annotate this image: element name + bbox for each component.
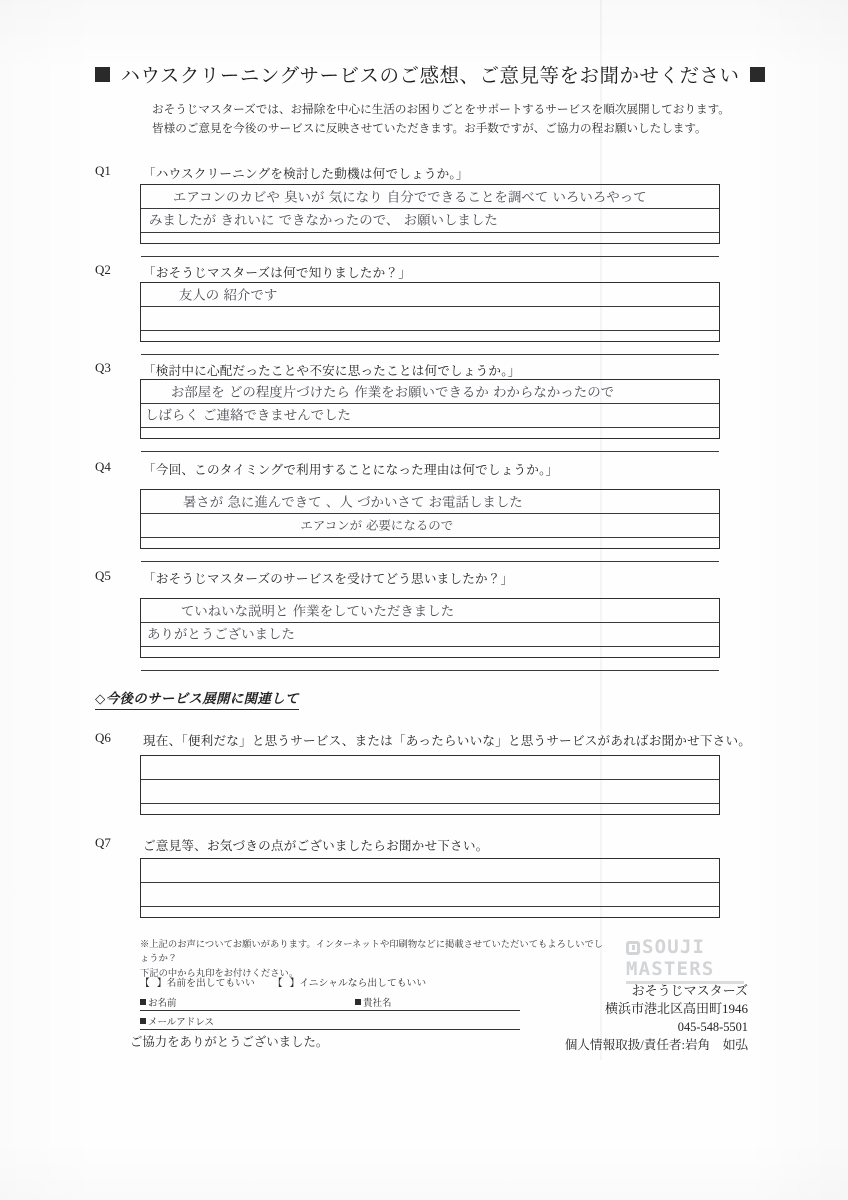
checkbox-bracket-name[interactable]: 【 <box>140 978 157 989</box>
field-row-name-company <box>140 994 520 1011</box>
answer-rule <box>141 428 719 452</box>
answer-rule <box>141 907 719 931</box>
question-label-q2: 「おそうじマスターズは何で知りましたか？」 <box>143 266 412 280</box>
question-q1 <box>95 163 755 182</box>
answer-box-q3[interactable] <box>140 379 720 439</box>
handwriting-line: お部屋を どの程度片づけたら 作業をお願いできるか わからなかったので <box>170 385 615 401</box>
question-label-q3: 「検討中に心配だったことや不安に思ったことは何でしょうか。」 <box>143 364 521 378</box>
answer-rule <box>141 490 719 514</box>
handwriting-line: 暑さが 急に進んできて 、人 づかいさて お電話しました <box>182 495 523 511</box>
answer-box-q1[interactable] <box>140 184 720 244</box>
question-q7 <box>95 835 755 854</box>
logo-o-mark-icon <box>626 941 640 955</box>
answer-rule <box>141 647 719 671</box>
question-number-q7: Q7 <box>95 835 111 850</box>
answer-box-q7[interactable] <box>140 858 720 918</box>
answer-rule <box>141 283 719 307</box>
answer-rule <box>141 209 719 233</box>
question-number-q6: Q6 <box>95 730 111 745</box>
field-email-text: メールアドレス <box>148 1018 215 1028</box>
answer-box-q5[interactable] <box>140 598 720 658</box>
logo-line-1-row <box>626 938 746 957</box>
field-row-email <box>140 1013 520 1030</box>
respondent-fields <box>140 994 520 1030</box>
answer-box-q2[interactable] <box>140 282 720 342</box>
question-label-q5: 「おそうじマスターズのサービスを受けてどう思いましたか？」 <box>143 572 514 586</box>
question-number-q5: Q5 <box>95 568 111 583</box>
answer-rule <box>141 514 719 538</box>
answer-box-q4[interactable] <box>140 489 720 549</box>
answer-rule <box>141 859 719 883</box>
company-address: 横浜市港北区高田町1946 <box>604 1001 748 1017</box>
company-phone: 045-548-5501 <box>677 1019 748 1034</box>
answer-rule <box>141 331 719 355</box>
company-info <box>480 982 748 1054</box>
privacy-officer: 個人情報取扱/責任者:岩角 如弘 <box>564 1037 748 1052</box>
checkbox-bracket-initial[interactable]: 【 <box>272 978 290 989</box>
answer-rule <box>141 599 719 623</box>
consent-option-name-label: 】名前を出してもいい <box>156 978 255 989</box>
answer-rule <box>141 404 719 428</box>
answer-rule <box>141 307 719 331</box>
handwriting-line: エアコンのカビや 臭いが 気になり 自分でできることを調べて いろいろやって <box>172 190 647 206</box>
consent-option-initial-label: 】イニシャルなら出してもいい <box>289 978 427 989</box>
handwriting-line: しばらく ご連絡できませんでした <box>144 408 352 424</box>
logo-line-2: MASTERS <box>626 958 715 980</box>
consent-option-publish-initial[interactable] <box>273 975 426 989</box>
answer-rule <box>141 756 719 780</box>
handwriting-line: みましたが きれいに できなかったので、 お願いしました <box>148 213 498 229</box>
field-bullet-icon <box>355 999 361 1005</box>
question-number-q2: Q2 <box>95 262 111 277</box>
consent-option-publish-name[interactable] <box>140 975 255 989</box>
field-bullet-icon <box>140 999 146 1005</box>
answer-rule <box>141 780 719 804</box>
closing-message: ご協力をありがとうございました。 <box>130 1035 329 1049</box>
question-number-q1: Q1 <box>95 163 111 178</box>
answer-rule <box>141 804 719 828</box>
question-q5 <box>95 568 755 587</box>
handwriting-line: ありがとうございました <box>146 627 295 643</box>
consent-note-line-1: ※上記のお声についてお願いがあります。インターネットや印刷物などに掲載させていただいてもよろしいでしょうか？ <box>140 940 604 965</box>
bullet-square-left-icon <box>95 67 110 82</box>
logo-line-1: SOUJI <box>642 936 706 958</box>
handwriting-line: 友人の 紹介です <box>178 288 278 304</box>
handwriting-line: エアコンが 必要になるので <box>300 518 454 533</box>
consent-note-line-2: 下記の中から丸印をお付けください。 <box>140 968 299 979</box>
field-bullet-icon <box>140 1018 146 1024</box>
answer-rule <box>141 883 719 907</box>
answer-rule <box>141 538 719 562</box>
handwriting-line: ていねいな説明と 作業をしていただきました <box>180 604 455 620</box>
question-number-q3: Q3 <box>95 360 111 375</box>
answer-rule <box>141 233 719 257</box>
answer-box-q6[interactable] <box>140 755 720 815</box>
intro-line-1: おそうじマスターズでは、お掃除を中心に生活のお困りごとをサポートするサービスを順次展開しております。 <box>152 103 730 116</box>
field-label-email <box>140 1014 216 1028</box>
answer-rule <box>141 185 719 209</box>
osouji-masters-logo <box>626 938 746 982</box>
question-label-q6: 現在、「便利だな」と思うサービス、または「あったらいいな」と思うサービスがあればお聞かせ下さい。 <box>143 734 752 748</box>
page-title: ハウスクリーニングサービスのご感想、ご意見等をお聞かせください <box>120 66 740 87</box>
answer-rule <box>141 623 719 647</box>
form-title-row <box>95 60 765 88</box>
intro-paragraph <box>152 101 772 139</box>
question-number-q4: Q4 <box>95 459 111 474</box>
question-label-q4: 「今回、このタイミングで利用することになった理由は何でしょうか。」 <box>143 463 559 477</box>
answer-rule <box>141 380 719 404</box>
section-heading-future-services: ◇今後のサービス展開に関連して <box>95 688 299 710</box>
field-company-text: 貴社名 <box>363 999 392 1009</box>
question-label-q1: 「ハウスクリーニングを検討した動機は何でしょうか。」 <box>143 167 469 181</box>
question-q4 <box>95 459 755 478</box>
bullet-square-right-icon <box>750 67 765 82</box>
question-label-q7: ご意見等、お気づきの点がございましたらお聞かせ下さい。 <box>143 839 489 853</box>
question-q2 <box>95 262 755 281</box>
intro-line-2: 皆様のご意見を今後のサービスに反映させていただきます。お手数ですが、ご協力の程お願いしたします。 <box>152 121 707 135</box>
field-name-text: お名前 <box>148 999 177 1009</box>
question-q3 <box>95 360 755 379</box>
company-name: おそうじマスターズ <box>631 983 748 998</box>
field-label-name <box>140 995 355 1009</box>
question-q6 <box>95 730 755 749</box>
